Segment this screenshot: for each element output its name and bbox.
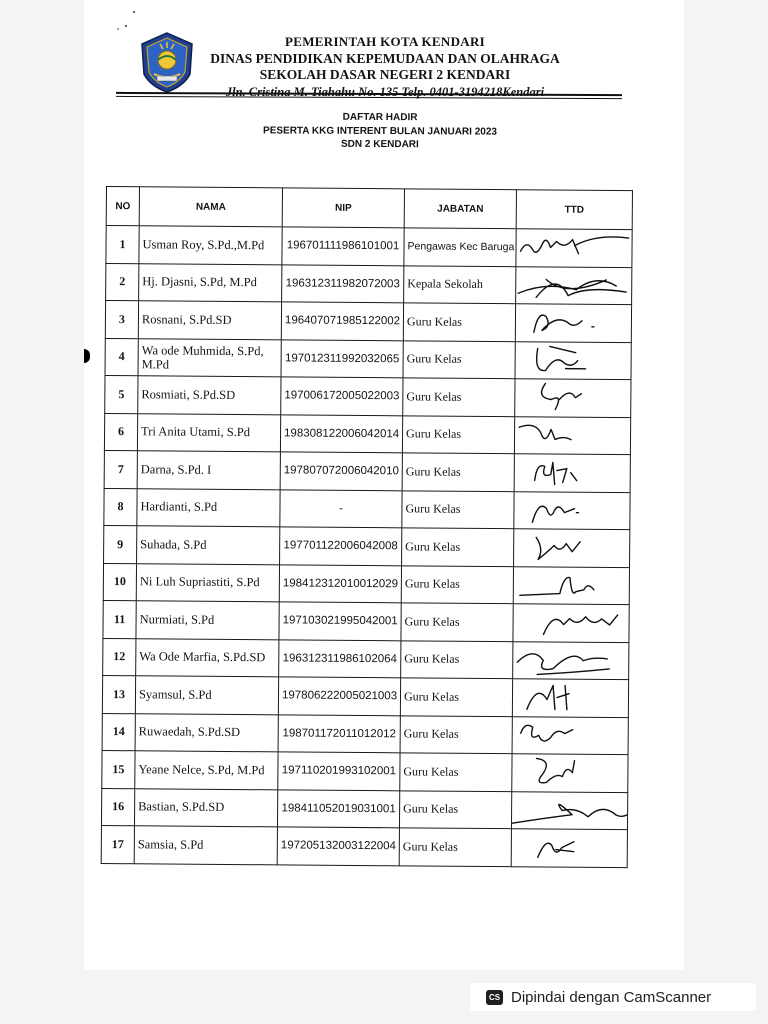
row-no: 9: [104, 525, 137, 563]
row-nip: -: [280, 489, 402, 527]
row-nip: 198701172011012012: [278, 714, 400, 752]
row-no: 17: [101, 825, 134, 863]
row-nip: 197110201993102001: [278, 752, 400, 790]
row-signature-cell: [514, 491, 630, 529]
row-jabatan: Guru Kelas: [403, 340, 515, 378]
row-nip: 196407071985122002: [281, 302, 403, 340]
row-jabatan: Guru Kelas: [402, 490, 514, 528]
handwritten-signature: [515, 417, 631, 454]
row-jabatan: Guru Kelas: [400, 678, 512, 716]
row-nama: Rosnani, S.Pd.SD: [138, 301, 281, 340]
row-no: 3: [105, 301, 138, 339]
row-signature-cell: [515, 341, 631, 379]
handwritten-signature: [512, 792, 628, 829]
row-no: 6: [104, 413, 137, 451]
table-row: [103, 563, 629, 605]
header-jabatan: JABATAN: [404, 189, 516, 229]
table-row: [103, 638, 629, 680]
handwritten-signature: [512, 829, 628, 866]
row-nama: Wa Ode Marfia, S.Pd.SD: [136, 638, 279, 677]
table-row: [102, 750, 628, 792]
letterhead: [210, 34, 560, 100]
row-nama: Syamsul, S.Pd: [135, 676, 278, 715]
row-nip: 196701111986101001: [282, 227, 404, 265]
row-nama: Hardianti, S.Pd: [137, 488, 280, 527]
handwritten-signature: [516, 342, 632, 379]
handwritten-signature: [513, 717, 629, 754]
city-seal-emblem-icon: [136, 30, 198, 94]
row-nip: 198411052019031001: [277, 789, 399, 827]
row-nama: Suhada, S.Pd: [137, 526, 280, 565]
row-no: 15: [102, 750, 135, 788]
row-nip: 197205132003122004: [277, 827, 399, 865]
row-no: 1: [106, 226, 139, 264]
row-no: 13: [102, 675, 135, 713]
row-no: 5: [105, 375, 138, 413]
table-row: [101, 825, 627, 867]
table-row: [106, 263, 632, 305]
row-jabatan: Guru Kelas: [399, 790, 511, 828]
table-row: [104, 488, 630, 530]
row-signature-cell: [516, 229, 632, 267]
row-jabatan: Guru Kelas: [400, 715, 512, 753]
handwritten-signature: [516, 304, 632, 341]
row-jabatan: Guru Kelas: [403, 303, 515, 341]
row-no: 11: [103, 600, 136, 638]
handwritten-signature: [514, 529, 630, 566]
row-nip: 197012311992032065: [281, 339, 403, 377]
row-jabatan: Guru Kelas: [403, 378, 515, 416]
table-row: [104, 413, 630, 455]
camscanner-logo-icon: CS: [486, 990, 503, 1005]
row-nip: 198308122006042014: [280, 414, 402, 452]
handwritten-signature: [514, 492, 630, 529]
row-no: 12: [103, 638, 136, 676]
row-jabatan: Guru Kelas: [402, 528, 514, 566]
row-no: 7: [104, 450, 137, 488]
letterhead-department: DINAS PENDIDIKAN KEPEMUDAAN DAN OLAHRAGA: [210, 50, 560, 66]
camscanner-watermark: [470, 983, 756, 1011]
row-signature-cell: [512, 754, 628, 792]
attendance-table-wrapper: [101, 186, 632, 868]
row-nip: 198412312010012029: [279, 564, 401, 602]
row-nip: 197806222005021003: [278, 677, 400, 715]
row-no: 14: [102, 713, 135, 751]
table-row: [102, 713, 628, 755]
row-signature-cell: [515, 379, 631, 417]
row-jabatan: Guru Kelas: [402, 453, 514, 491]
table-header-row: [106, 187, 632, 230]
header-nama: NAMA: [139, 187, 282, 227]
attendance-table: [101, 186, 633, 868]
row-signature-cell: [515, 304, 631, 342]
row-nip: 196312311982072003: [282, 264, 404, 302]
row-signature-cell: [512, 716, 628, 754]
row-signature-cell: [512, 679, 628, 717]
handwritten-signature: [515, 379, 631, 416]
row-jabatan: Guru Kelas: [401, 640, 513, 678]
row-signature-cell: [514, 454, 630, 492]
title-line-1: DAFTAR HADIR: [342, 111, 418, 124]
row-no: 16: [101, 788, 134, 826]
row-no: 8: [104, 488, 137, 526]
row-jabatan: Guru Kelas: [399, 828, 511, 866]
handwritten-signature: [516, 267, 632, 304]
row-nama: Nurmiati, S.Pd: [136, 601, 279, 640]
table-row: [105, 301, 631, 343]
header-no: NO: [106, 187, 139, 226]
letterhead-school: SEKOLAH DASAR NEGERI 2 KENDARI: [259, 67, 511, 82]
table-row: [106, 226, 632, 268]
row-jabatan: Kepala Sekolah: [404, 265, 516, 303]
row-nama: Tri Anita Utami, S.Pd: [137, 413, 280, 452]
title-line-2: PESERTA KKG INTERENT BULAN JANUARI 2023: [263, 124, 497, 138]
handwritten-signature: [516, 229, 632, 266]
handwritten-signature: [515, 454, 631, 491]
row-nama: Ruwaedah, S.Pd.SD: [135, 713, 278, 752]
table-row: [103, 600, 629, 642]
row-nama: Bastian, S.Pd.SD: [134, 788, 277, 827]
row-no: 10: [103, 563, 136, 601]
header-nip: NIP: [282, 188, 404, 228]
handwritten-signature: [513, 679, 629, 716]
row-nama: Hj. Djasni, S.Pd, M.Pd: [139, 263, 282, 302]
row-signature-cell: [514, 529, 630, 567]
watermark-text: Dipindai dengan CamScanner: [511, 988, 712, 1006]
row-nip: 197701122006042008: [280, 527, 402, 565]
row-jabatan: Guru Kelas: [402, 415, 514, 453]
row-jabatan: Guru Kelas: [400, 753, 512, 791]
letterhead-address: Jln. Cristina M. Tiahahu No. 135 Telp. 0401-3194218Kendari: [225, 84, 545, 99]
header-ttd: TTD: [516, 190, 632, 230]
table-row: [105, 375, 631, 417]
row-jabatan: Pengawas Kec Baruga: [404, 228, 516, 266]
row-signature-cell: [516, 266, 632, 304]
row-signature-cell: [513, 604, 629, 642]
title-line-3: SDN 2 KENDARI: [340, 138, 419, 151]
table-row: [105, 338, 631, 380]
letterhead-government: PEMERINTAH KOTA KENDARI: [285, 34, 485, 49]
scan-specks: [112, 10, 152, 30]
row-signature-cell: [511, 791, 627, 829]
row-signature-cell: [514, 416, 630, 454]
row-nama: Ni Luh Supriastiti, S.Pd: [136, 563, 279, 602]
row-jabatan: Guru Kelas: [401, 565, 513, 603]
handwritten-signature: [514, 567, 630, 604]
row-nama: Darna, S.Pd. I: [137, 451, 280, 490]
row-nip: 197807072006042010: [280, 452, 402, 490]
row-nip: 196312311986102064: [279, 639, 401, 677]
row-signature-cell: [513, 566, 629, 604]
row-signature-cell: [511, 829, 627, 867]
row-signature-cell: [513, 641, 629, 679]
row-nama: Wa ode Muhmida, S.Pd, M.Pd: [138, 338, 281, 377]
table-row: [104, 525, 630, 567]
row-jabatan: Guru Kelas: [401, 603, 513, 641]
row-nama: Rosmiati, S.Pd.SD: [138, 376, 281, 415]
row-no: 4: [105, 338, 138, 376]
table-row: [104, 450, 630, 492]
handwritten-signature: [513, 642, 629, 679]
row-nama: Samsia, S.Pd: [134, 826, 277, 865]
table-row: [101, 788, 627, 830]
row-nama: Usman Roy, S.Pd.,M.Pd: [139, 226, 282, 265]
handwritten-signature: [513, 604, 629, 641]
row-nip: 197103021995042001: [279, 602, 401, 640]
row-nip: 197006172005022003: [281, 377, 403, 415]
document-title: [180, 110, 580, 153]
table-row: [102, 675, 628, 717]
handwritten-signature: [512, 754, 628, 791]
row-nama: Yeane Nelce, S.Pd, M.Pd: [135, 751, 278, 790]
row-no: 2: [106, 263, 139, 301]
